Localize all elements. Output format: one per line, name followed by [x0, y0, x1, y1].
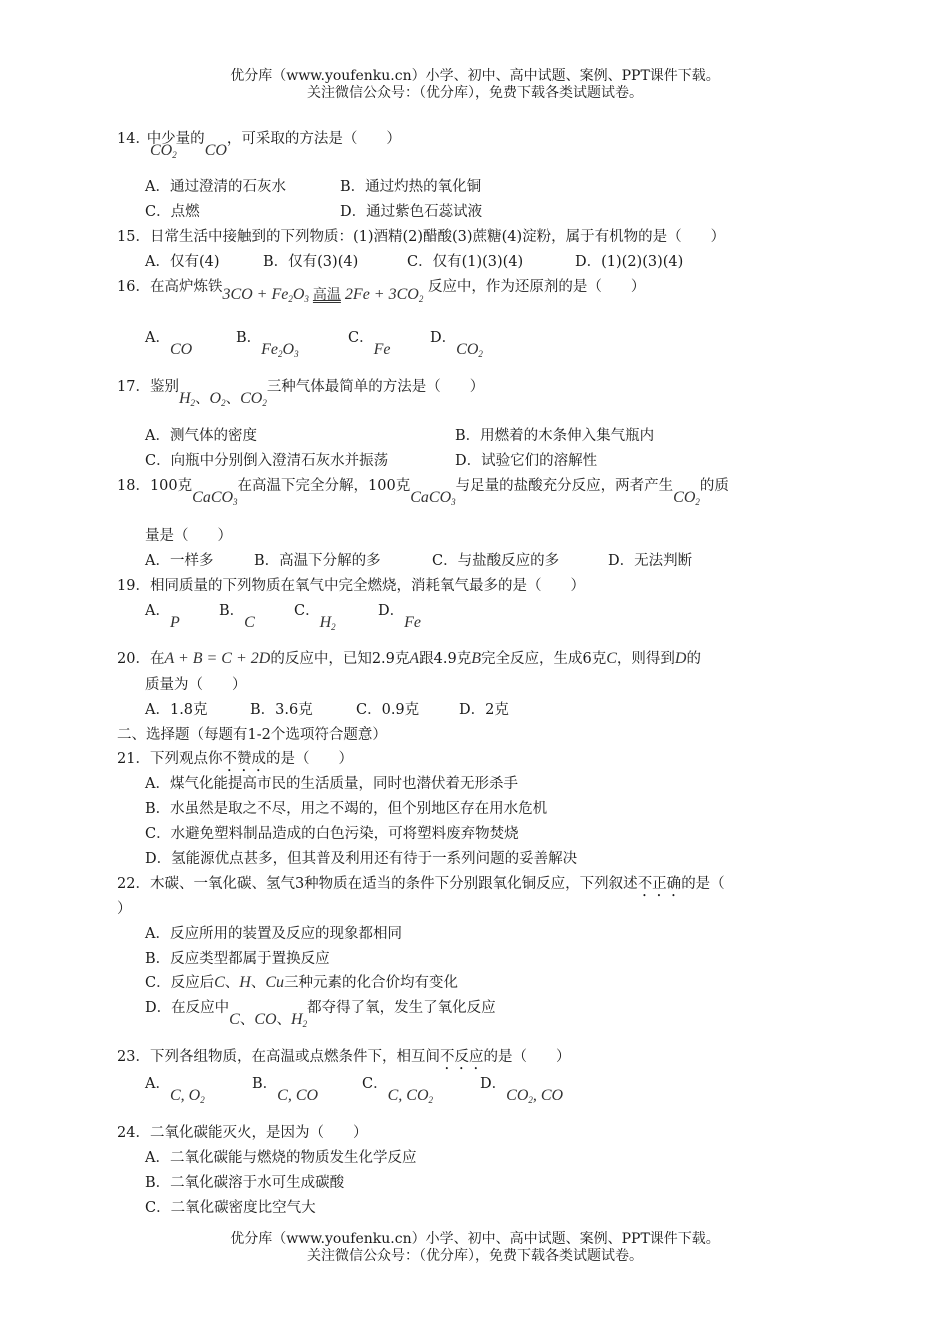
option-23-C[interactable]: C．C, $CO_2$ — [362, 1076, 434, 1105]
option-14-D[interactable]: D．通过紫色石蕊试液 — [340, 204, 483, 220]
option-21-A[interactable]: A．煤气化能提高市民的生活质量，同时也潜伏着无形杀手 — [145, 776, 518, 792]
option-20-C[interactable]: C．0.9克 — [356, 702, 420, 718]
option-22-B[interactable]: B．反应类型都属于置换反应 — [145, 951, 330, 967]
option-22-D[interactable]: D．在反应中C、CO、$H_2$都夺得了氧，发生了氧化反应 — [145, 1000, 496, 1029]
option-22-A[interactable]: A．反应所用的装置及反应的现象都相同 — [145, 926, 402, 942]
question-15: 15．日常生活中接触到的下列物质：(1)酒精(2)醋酸(3)蔗糖(4)淀粉，属于有机物的是（ ） — [117, 229, 726, 245]
option-16-B[interactable]: B．$Fe_2O_3$ — [236, 330, 299, 359]
formula: CO — [204, 142, 227, 159]
question-22-cont: ） — [117, 901, 132, 917]
option-24-B[interactable]: B．二氧化碳溶于水可生成碳酸 — [145, 1175, 345, 1191]
option-19-D[interactable]: D．Fe — [378, 603, 422, 631]
question-23: 23．下列各组物质，在高温或点燃条件下，相互间不反应的是（ ） — [117, 1049, 571, 1065]
option-15-D[interactable]: D．(1)(2)(3)(4) — [575, 254, 684, 270]
page-header — [0, 68, 950, 102]
option-16-D[interactable]: D．$CO_2$ — [430, 330, 483, 359]
option-14-B[interactable]: B．通过灼热的氧化铜 — [340, 179, 482, 195]
option-23-A[interactable]: A．C, $O_2$ — [145, 1076, 205, 1105]
option-15-A[interactable]: A．仅有(4) — [145, 254, 220, 270]
option-19-C[interactable]: C．$H_2$ — [294, 603, 336, 632]
option-24-C[interactable]: C．二氧化碳密度比空气大 — [145, 1200, 316, 1216]
option-16-C[interactable]: C．Fe — [348, 330, 391, 358]
option-21-B[interactable]: B．水虽然是取之不尽，用之不竭的，但个别地区存在用水危机 — [145, 801, 548, 817]
option-18-C[interactable]: C．与盐酸反应的多 — [432, 553, 560, 569]
option-24-A[interactable]: A．二氧化碳能与燃烧的物质发生化学反应 — [145, 1150, 417, 1166]
option-18-D[interactable]: D．无法判断 — [608, 553, 693, 569]
option-15-C[interactable]: C．仅有(1)(3)(4) — [407, 254, 524, 270]
question-16: 16．在高炉炼铁$3CO + Fe_2O_3$ 高温 $2Fe + 3CO_2$ 反应中，作为还原剂的是（ ） — [117, 279, 646, 304]
option-14-A[interactable]: A．通过澄清的石灰水 — [145, 179, 286, 195]
question-21: 21．下列观点你不赞成的是（ ） — [117, 751, 353, 767]
question-22: 22．木碳、一氧化碳、氢气3种物质在适当的条件下分别跟氧化铜反应，下列叙述不正确的是（ — [117, 876, 725, 892]
question-14: 14．$CO_2$中少量的CO，可采取的方法是（ ） — [117, 131, 401, 160]
option-20-A[interactable]: A．1.8克 — [145, 702, 208, 718]
option-17-B[interactable]: B．用燃着的木条伸入集气瓶内 — [455, 428, 655, 444]
option-21-D[interactable]: D．氢能源优点甚多，但其普及利用还有待于一系列问题的妥善解决 — [145, 851, 578, 867]
footer-line-1: 优分库（www.youfenku.cn）小学、初中、高中试题、案例、PPT课件下载。 — [230, 1231, 720, 1247]
option-23-B[interactable]: B．C, CO — [252, 1076, 319, 1104]
option-19-A[interactable]: A．P — [145, 603, 180, 631]
option-20-B[interactable]: B．3.6克 — [250, 702, 313, 718]
option-15-B[interactable]: B．仅有(3)(4) — [263, 254, 359, 270]
option-17-C[interactable]: C．向瓶中分别倒入澄清石灰水并振荡 — [145, 453, 389, 469]
option-21-C[interactable]: C．水避免塑料制品造成的白色污染，可将塑料废弃物焚烧 — [145, 826, 519, 842]
question-24: 24．二氧化碳能灭火，是因为（ ） — [117, 1125, 368, 1141]
question-18-cont: 量是（ ） — [145, 528, 232, 544]
option-16-A[interactable]: A．CO — [145, 330, 193, 358]
option-18-B[interactable]: B．高温下分解的多 — [254, 553, 381, 569]
question-19: 19．相同质量的下列物质在氧气中完全燃烧，消耗氧气最多的是（ ） — [117, 578, 585, 594]
section-heading: 二、选择题（每题有1-2个选项符合题意） — [117, 727, 387, 743]
option-14-C[interactable]: C．点燃 — [145, 204, 200, 220]
option-17-A[interactable]: A．测气体的密度 — [145, 428, 257, 444]
header-line-1: 优分库（www.youfenku.cn）小学、初中、高中试题、案例、PPT课件下载。 — [230, 68, 720, 84]
question-17: 17．鉴别$H_2$、$O_2$、$CO_2$三种气体最简单的方法是（ ） — [117, 379, 485, 408]
question-18: 18．100克CaCO$_3$在高温下完全分解，100克CaCO$_3$与足量的盐酸充分反应，两者产生$CO_2$的质 — [117, 478, 729, 507]
option-22-C[interactable]: C．反应后C、H、Cu三种元素的化合价均有变化 — [145, 974, 459, 991]
option-20-D[interactable]: D．2克 — [459, 702, 509, 718]
reaction-equation: $3CO + Fe_2O_3$ 高温 $2Fe + 3CO_2$ — [222, 286, 424, 304]
option-23-D[interactable]: D．$CO_2$, CO — [480, 1076, 564, 1105]
option-17-D[interactable]: D．试验它们的溶解性 — [455, 453, 598, 469]
formula: $CO_2$ — [149, 142, 177, 160]
header-line-2: 关注微信公众号：（优分库），免费下载各类试题试卷。 — [307, 85, 643, 101]
footer-line-2: 关注微信公众号：（优分库），免费下载各类试题试卷。 — [307, 1248, 643, 1264]
page-footer — [0, 1231, 950, 1265]
option-18-A[interactable]: A．一样多 — [145, 553, 214, 569]
question-20-cont: 质量为（ ） — [145, 677, 247, 693]
option-19-B[interactable]: B．C — [219, 603, 255, 631]
question-20: 20．在A + B = C + 2D的反应中，已知2.9克A跟4.9克B完全反应，生成6克C，则得到D的 — [117, 650, 701, 667]
